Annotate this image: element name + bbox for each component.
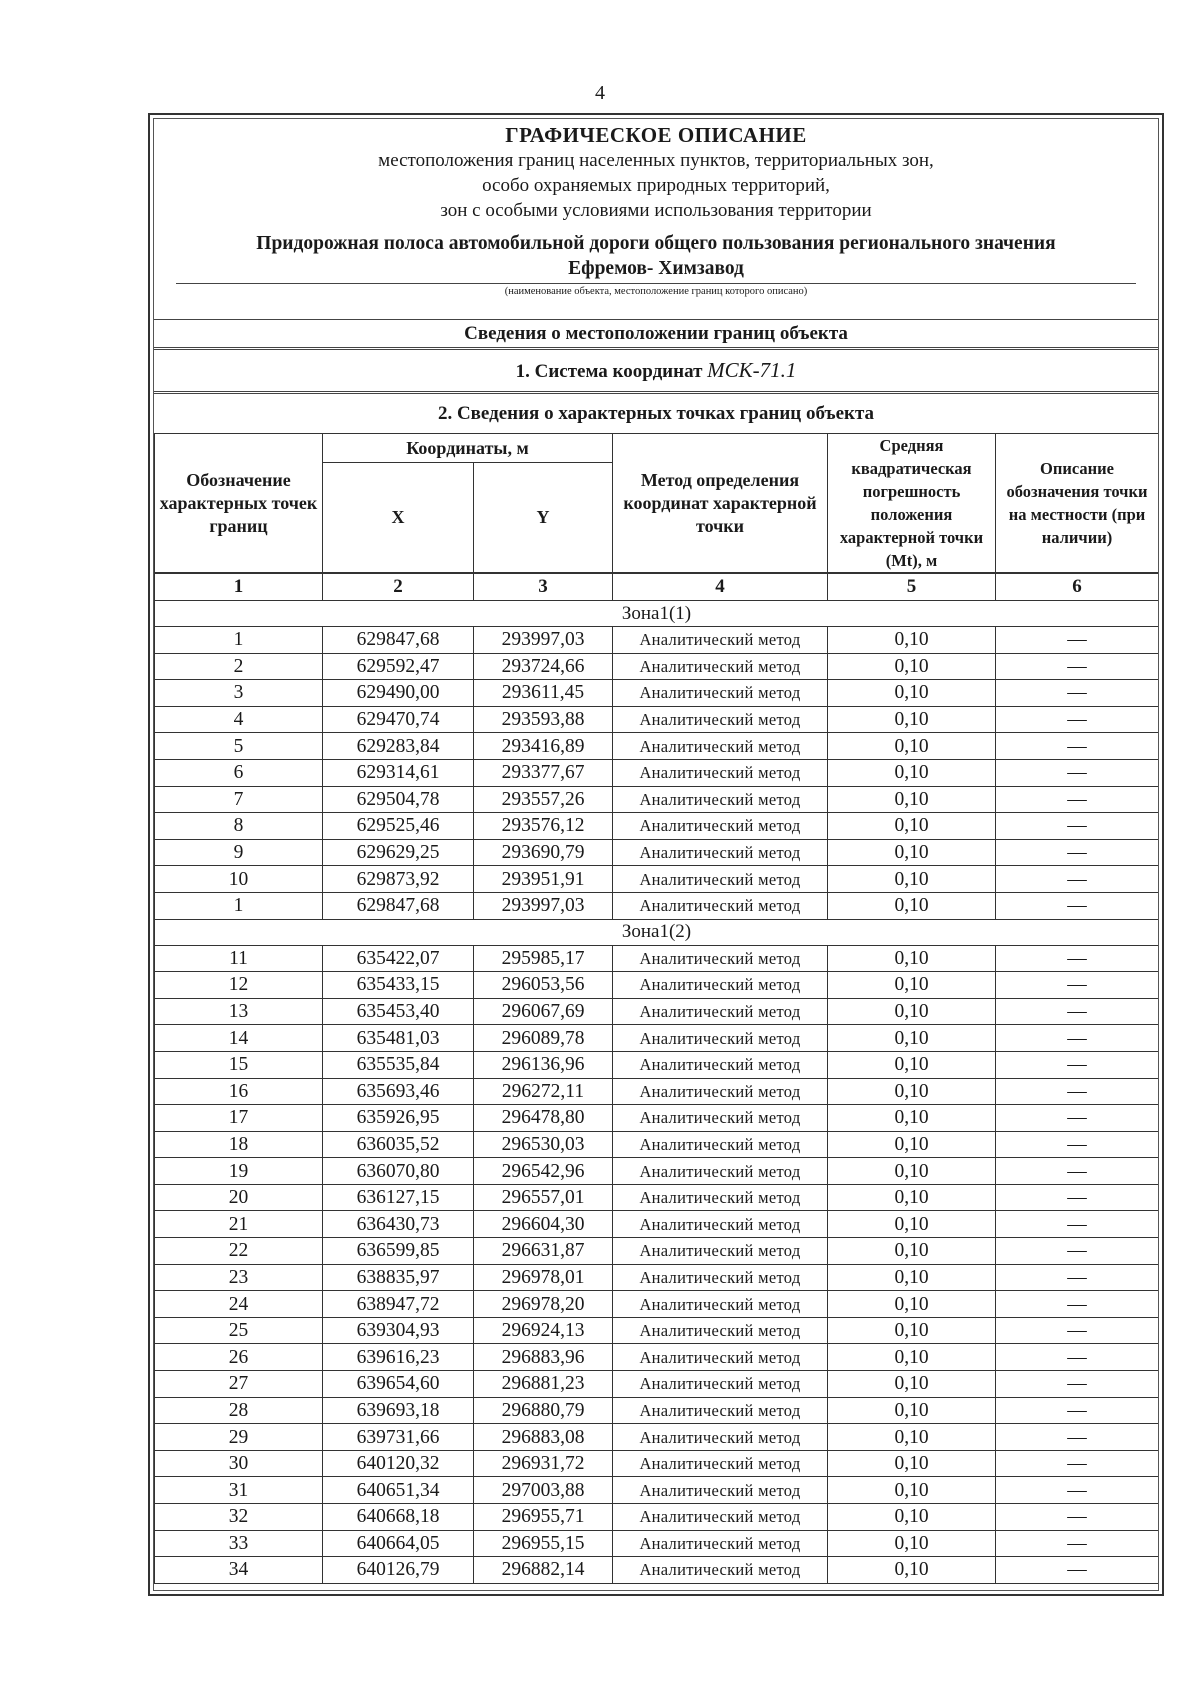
table-row <box>155 1291 1159 1318</box>
point-number-cell: 34 <box>155 1557 323 1584</box>
y-coordinate-cell: 293557,26 <box>474 786 613 813</box>
point-number-cell: 31 <box>155 1477 323 1504</box>
x-coordinate-cell: 629525,46 <box>323 813 474 840</box>
header-description: Описание обозначения точки на местности (при наличии) <box>996 434 1159 574</box>
y-coordinate-cell: 296924,13 <box>474 1317 613 1344</box>
accuracy-cell: 0,10 <box>828 786 996 813</box>
method-cell: Аналитический метод <box>613 839 828 866</box>
x-coordinate-cell: 629629,25 <box>323 839 474 866</box>
description-cell: — <box>996 706 1159 733</box>
description-cell: — <box>996 733 1159 760</box>
zone-header-row <box>155 601 1159 627</box>
x-coordinate-cell: 635481,03 <box>323 1025 474 1052</box>
accuracy-cell: 0,10 <box>828 1238 996 1265</box>
point-number-cell: 20 <box>155 1184 323 1211</box>
description-cell: — <box>996 1211 1159 1238</box>
accuracy-cell: 0,10 <box>828 813 996 840</box>
accuracy-cell: 0,10 <box>828 1025 996 1052</box>
x-coordinate-cell: 635433,15 <box>323 972 474 999</box>
table-row <box>155 627 1159 654</box>
description-cell: — <box>996 1557 1159 1584</box>
y-coordinate-cell: 293611,45 <box>474 680 613 707</box>
table-row <box>155 972 1159 999</box>
point-number-cell: 9 <box>155 839 323 866</box>
accuracy-cell: 0,10 <box>828 680 996 707</box>
point-number-cell: 6 <box>155 759 323 786</box>
method-cell: Аналитический метод <box>613 945 828 972</box>
x-coordinate-cell: 636035,52 <box>323 1131 474 1158</box>
object-name-line: Ефремов- Химзавод <box>568 258 744 279</box>
table-row <box>155 1504 1159 1531</box>
table-row <box>155 1371 1159 1398</box>
accuracy-cell: 0,10 <box>828 998 996 1025</box>
point-number-cell: 29 <box>155 1424 323 1451</box>
method-cell: Аналитический метод <box>613 706 828 733</box>
point-number-cell: 12 <box>155 972 323 999</box>
table-row <box>155 1184 1159 1211</box>
method-cell: Аналитический метод <box>613 1238 828 1265</box>
point-number-cell: 21 <box>155 1211 323 1238</box>
accuracy-cell: 0,10 <box>828 1051 996 1078</box>
method-cell: Аналитический метод <box>613 733 828 760</box>
header-method: Метод определения координат характерной точки <box>613 434 828 574</box>
point-number-cell: 1 <box>155 627 323 654</box>
table-row <box>155 786 1159 813</box>
method-cell: Аналитический метод <box>613 1291 828 1318</box>
accuracy-cell: 0,10 <box>828 1264 996 1291</box>
description-cell: — <box>996 1450 1159 1477</box>
point-number-cell: 30 <box>155 1450 323 1477</box>
y-coordinate-cell: 296136,96 <box>474 1051 613 1078</box>
x-coordinate-cell: 640668,18 <box>323 1504 474 1531</box>
x-coordinate-cell: 638947,72 <box>323 1291 474 1318</box>
accuracy-cell: 0,10 <box>828 653 996 680</box>
description-cell: — <box>996 998 1159 1025</box>
method-cell: Аналитический метод <box>613 866 828 893</box>
method-cell: Аналитический метод <box>613 1371 828 1398</box>
method-cell: Аналитический метод <box>613 1025 828 1052</box>
y-coordinate-cell: 296557,01 <box>474 1184 613 1211</box>
column-number: 1 <box>155 573 323 601</box>
description-cell: — <box>996 1317 1159 1344</box>
point-number-cell: 25 <box>155 1317 323 1344</box>
description-cell: — <box>996 1131 1159 1158</box>
column-number: 4 <box>613 573 828 601</box>
point-number-cell: 7 <box>155 786 323 813</box>
y-coordinate-cell: 296530,03 <box>474 1131 613 1158</box>
y-coordinate-cell: 293416,89 <box>474 733 613 760</box>
table-row <box>155 839 1159 866</box>
point-number-cell: 14 <box>155 1025 323 1052</box>
header-y: Y <box>474 463 613 573</box>
table-row <box>155 1424 1159 1451</box>
x-coordinate-cell: 639616,23 <box>323 1344 474 1371</box>
points-table-header <box>155 434 1159 574</box>
accuracy-cell: 0,10 <box>828 733 996 760</box>
table-row <box>155 1051 1159 1078</box>
description-cell: — <box>996 1291 1159 1318</box>
point-number-cell: 19 <box>155 1158 323 1185</box>
table-row <box>155 1025 1159 1052</box>
table-row <box>155 1557 1159 1584</box>
accuracy-cell: 0,10 <box>828 1477 996 1504</box>
accuracy-cell: 0,10 <box>828 866 996 893</box>
point-number-cell: 23 <box>155 1264 323 1291</box>
table-row <box>155 1450 1159 1477</box>
x-coordinate-cell: 640126,79 <box>323 1557 474 1584</box>
method-cell: Аналитический метод <box>613 627 828 654</box>
x-coordinate-cell: 629873,92 <box>323 866 474 893</box>
table-row <box>155 759 1159 786</box>
table-row <box>155 1530 1159 1557</box>
point-number-cell: 10 <box>155 866 323 893</box>
y-coordinate-cell: 296272,11 <box>474 1078 613 1105</box>
method-cell: Аналитический метод <box>613 998 828 1025</box>
method-cell: Аналитический метод <box>613 759 828 786</box>
description-cell: — <box>996 1184 1159 1211</box>
description-cell: — <box>996 1264 1159 1291</box>
description-cell: — <box>996 759 1159 786</box>
method-cell: Аналитический метод <box>613 1211 828 1238</box>
y-coordinate-cell: 297003,88 <box>474 1477 613 1504</box>
point-number-cell: 3 <box>155 680 323 707</box>
point-number-cell: 2 <box>155 653 323 680</box>
table-row <box>155 1317 1159 1344</box>
table-row <box>155 892 1159 919</box>
y-coordinate-cell: 296053,56 <box>474 972 613 999</box>
y-coordinate-cell: 296931,72 <box>474 1450 613 1477</box>
point-number-cell: 13 <box>155 998 323 1025</box>
accuracy-cell: 0,10 <box>828 1184 996 1211</box>
point-number-cell: 1 <box>155 892 323 919</box>
column-number-row <box>155 573 1159 601</box>
method-cell: Аналитический метод <box>613 892 828 919</box>
method-cell: Аналитический метод <box>613 1264 828 1291</box>
accuracy-cell: 0,10 <box>828 1105 996 1132</box>
method-cell: Аналитический метод <box>613 1131 828 1158</box>
x-coordinate-cell: 635926,95 <box>323 1105 474 1132</box>
table-row <box>155 1211 1159 1238</box>
x-coordinate-cell: 629283,84 <box>323 733 474 760</box>
description-cell: — <box>996 627 1159 654</box>
y-coordinate-cell: 296955,15 <box>474 1530 613 1557</box>
accuracy-cell: 0,10 <box>828 839 996 866</box>
table-row <box>155 866 1159 893</box>
accuracy-cell: 0,10 <box>828 945 996 972</box>
object-name <box>154 231 1158 281</box>
y-coordinate-cell: 296978,01 <box>474 1264 613 1291</box>
point-number-cell: 22 <box>155 1238 323 1265</box>
point-number-cell: 27 <box>155 1371 323 1398</box>
point-number-cell: 8 <box>155 813 323 840</box>
x-coordinate-cell: 639693,18 <box>323 1397 474 1424</box>
x-coordinate-cell: 639731,66 <box>323 1424 474 1451</box>
point-number-cell: 18 <box>155 1131 323 1158</box>
method-cell: Аналитический метод <box>613 813 828 840</box>
point-number-cell: 32 <box>155 1504 323 1531</box>
object-name-line: Придорожная полоса автомобильной дороги общего пользования регионального значения <box>256 233 1056 254</box>
description-cell: — <box>996 972 1159 999</box>
accuracy-cell: 0,10 <box>828 1131 996 1158</box>
description-cell: — <box>996 839 1159 866</box>
x-coordinate-cell: 640120,32 <box>323 1450 474 1477</box>
y-coordinate-cell: 293377,67 <box>474 759 613 786</box>
y-coordinate-cell: 293690,79 <box>474 839 613 866</box>
page-number: 4 <box>595 82 605 104</box>
accuracy-cell: 0,10 <box>828 1291 996 1318</box>
x-coordinate-cell: 640651,34 <box>323 1477 474 1504</box>
y-coordinate-cell: 296631,87 <box>474 1238 613 1265</box>
x-coordinate-cell: 629847,68 <box>323 627 474 654</box>
accuracy-cell: 0,10 <box>828 1530 996 1557</box>
method-cell: Аналитический метод <box>613 1530 828 1557</box>
accuracy-cell: 0,10 <box>828 1371 996 1398</box>
y-coordinate-cell: 296882,14 <box>474 1557 613 1584</box>
method-cell: Аналитический метод <box>613 1158 828 1185</box>
table-row <box>155 1344 1159 1371</box>
x-coordinate-cell: 635535,84 <box>323 1051 474 1078</box>
header-accuracy: Средняя квадратическая погрешность положения характерной точки (Mt), м <box>828 434 996 574</box>
y-coordinate-cell: 296955,71 <box>474 1504 613 1531</box>
method-cell: Аналитический метод <box>613 1078 828 1105</box>
table-row <box>155 680 1159 707</box>
point-number-cell: 15 <box>155 1051 323 1078</box>
y-coordinate-cell: 293724,66 <box>474 653 613 680</box>
document-frame <box>148 113 1164 1596</box>
document-frame-inner <box>153 118 1159 1591</box>
description-cell: — <box>996 1078 1159 1105</box>
x-coordinate-cell: 636070,80 <box>323 1158 474 1185</box>
description-cell: — <box>996 680 1159 707</box>
accuracy-cell: 0,10 <box>828 1504 996 1531</box>
description-cell: — <box>996 786 1159 813</box>
document-subtitle-line: особо охраняемых природных территорий, <box>482 175 830 196</box>
y-coordinate-cell: 296089,78 <box>474 1025 613 1052</box>
y-coordinate-cell: 296478,80 <box>474 1105 613 1132</box>
point-number-cell: 33 <box>155 1530 323 1557</box>
column-number: 2 <box>323 573 474 601</box>
x-coordinate-cell: 639654,60 <box>323 1371 474 1398</box>
header-coordinates: Координаты, м <box>323 434 613 463</box>
y-coordinate-cell: 296880,79 <box>474 1397 613 1424</box>
points-table <box>154 433 1159 1584</box>
method-cell: Аналитический метод <box>613 1397 828 1424</box>
y-coordinate-cell: 293576,12 <box>474 813 613 840</box>
method-cell: Аналитический метод <box>613 1424 828 1451</box>
x-coordinate-cell: 636127,15 <box>323 1184 474 1211</box>
accuracy-cell: 0,10 <box>828 1211 996 1238</box>
zone-header-row <box>155 919 1159 945</box>
accuracy-cell: 0,10 <box>828 1158 996 1185</box>
point-number-cell: 5 <box>155 733 323 760</box>
point-number-cell: 11 <box>155 945 323 972</box>
point-number-cell: 16 <box>155 1078 323 1105</box>
y-coordinate-cell: 293997,03 <box>474 892 613 919</box>
description-cell: — <box>996 1397 1159 1424</box>
table-row <box>155 1477 1159 1504</box>
method-cell: Аналитический метод <box>613 680 828 707</box>
table-row <box>155 653 1159 680</box>
description-cell: — <box>996 1158 1159 1185</box>
y-coordinate-cell: 296604,30 <box>474 1211 613 1238</box>
point-number-cell: 4 <box>155 706 323 733</box>
x-coordinate-cell: 636430,73 <box>323 1211 474 1238</box>
method-cell: Аналитический метод <box>613 786 828 813</box>
zone-name: Зона1(2) <box>155 919 1159 945</box>
table-row <box>155 706 1159 733</box>
method-cell: Аналитический метод <box>613 1344 828 1371</box>
y-coordinate-cell: 293593,88 <box>474 706 613 733</box>
method-cell: Аналитический метод <box>613 1184 828 1211</box>
description-cell: — <box>996 813 1159 840</box>
x-coordinate-cell: 635693,46 <box>323 1078 474 1105</box>
accuracy-cell: 0,10 <box>828 1397 996 1424</box>
x-coordinate-cell: 635453,40 <box>323 998 474 1025</box>
method-cell: Аналитический метод <box>613 1477 828 1504</box>
table-row <box>155 1397 1159 1424</box>
point-number-cell: 24 <box>155 1291 323 1318</box>
description-cell: — <box>996 1025 1159 1052</box>
column-number: 3 <box>474 573 613 601</box>
description-cell: — <box>996 1424 1159 1451</box>
point-number-cell: 28 <box>155 1397 323 1424</box>
document-header <box>154 119 1158 319</box>
description-cell: — <box>996 1344 1159 1371</box>
description-cell: — <box>996 1477 1159 1504</box>
description-cell: — <box>996 1504 1159 1531</box>
table-row <box>155 1105 1159 1132</box>
accuracy-cell: 0,10 <box>828 1078 996 1105</box>
description-cell: — <box>996 945 1159 972</box>
description-cell: — <box>996 1238 1159 1265</box>
table-row <box>155 945 1159 972</box>
coordinate-system-value: МСК-71.1 <box>707 358 797 382</box>
x-coordinate-cell: 629504,78 <box>323 786 474 813</box>
x-coordinate-cell: 636599,85 <box>323 1238 474 1265</box>
x-coordinate-cell: 635422,07 <box>323 945 474 972</box>
y-coordinate-cell: 296883,96 <box>474 1344 613 1371</box>
document-subtitle-line: местоположения границ населенных пунктов, территориальных зон, <box>378 150 934 171</box>
column-number: 6 <box>996 573 1159 601</box>
y-coordinate-cell: 296883,08 <box>474 1424 613 1451</box>
y-coordinate-cell: 296978,20 <box>474 1291 613 1318</box>
header-point-designation: Обозначение характерных точек границ <box>155 434 323 574</box>
accuracy-cell: 0,10 <box>828 1317 996 1344</box>
table-row <box>155 1158 1159 1185</box>
table-row <box>155 998 1159 1025</box>
x-coordinate-cell: 629847,68 <box>323 892 474 919</box>
coordinate-system <box>154 347 1158 391</box>
method-cell: Аналитический метод <box>613 1504 828 1531</box>
x-coordinate-cell: 629314,61 <box>323 759 474 786</box>
y-coordinate-cell: 296881,23 <box>474 1371 613 1398</box>
description-cell: — <box>996 892 1159 919</box>
x-coordinate-cell: 629490,00 <box>323 680 474 707</box>
y-coordinate-cell: 293951,91 <box>474 866 613 893</box>
accuracy-cell: 0,10 <box>828 972 996 999</box>
points-table-body <box>155 573 1159 1583</box>
x-coordinate-cell: 639304,93 <box>323 1317 474 1344</box>
y-coordinate-cell: 296542,96 <box>474 1158 613 1185</box>
table-row <box>155 813 1159 840</box>
section-title: Сведения о местоположении границ объекта <box>154 319 1158 347</box>
document-subtitle-line: зон с особыми условиями использования территории <box>440 200 872 221</box>
table-row <box>155 1238 1159 1265</box>
description-cell: — <box>996 1105 1159 1132</box>
method-cell: Аналитический метод <box>613 1557 828 1584</box>
y-coordinate-cell: 295985,17 <box>474 945 613 972</box>
description-cell: — <box>996 1371 1159 1398</box>
column-number: 5 <box>828 573 996 601</box>
x-coordinate-cell: 638835,97 <box>323 1264 474 1291</box>
document-title: ГРАФИЧЕСКОЕ ОПИСАНИЕ <box>505 123 807 147</box>
x-coordinate-cell: 640664,05 <box>323 1530 474 1557</box>
header-x: X <box>323 463 474 573</box>
accuracy-cell: 0,10 <box>828 627 996 654</box>
accuracy-cell: 0,10 <box>828 1557 996 1584</box>
method-cell: Аналитический метод <box>613 1105 828 1132</box>
accuracy-cell: 0,10 <box>828 1344 996 1371</box>
coordinate-system-label: 1. Система координат <box>515 361 703 382</box>
description-cell: — <box>996 866 1159 893</box>
description-cell: — <box>996 1530 1159 1557</box>
accuracy-cell: 0,10 <box>828 1424 996 1451</box>
description-cell: — <box>996 1051 1159 1078</box>
table-row <box>155 1131 1159 1158</box>
point-number-cell: 26 <box>155 1344 323 1371</box>
x-coordinate-cell: 629470,74 <box>323 706 474 733</box>
method-cell: Аналитический метод <box>613 1317 828 1344</box>
table-row <box>155 1264 1159 1291</box>
points-section-title: 2. Сведения о характерных точках границ объекта <box>154 391 1158 433</box>
accuracy-cell: 0,10 <box>828 1450 996 1477</box>
method-cell: Аналитический метод <box>613 1450 828 1477</box>
point-number-cell: 17 <box>155 1105 323 1132</box>
method-cell: Аналитический метод <box>613 1051 828 1078</box>
accuracy-cell: 0,10 <box>828 706 996 733</box>
y-coordinate-cell: 293997,03 <box>474 627 613 654</box>
table-row <box>155 733 1159 760</box>
accuracy-cell: 0,10 <box>828 759 996 786</box>
zone-name: Зона1(1) <box>155 601 1159 627</box>
method-cell: Аналитический метод <box>613 972 828 999</box>
description-cell: — <box>996 653 1159 680</box>
object-caption: (наименование объекта, местоположение границ которого описано) <box>176 283 1136 299</box>
y-coordinate-cell: 296067,69 <box>474 998 613 1025</box>
x-coordinate-cell: 629592,47 <box>323 653 474 680</box>
accuracy-cell: 0,10 <box>828 892 996 919</box>
method-cell: Аналитический метод <box>613 653 828 680</box>
table-row <box>155 1078 1159 1105</box>
